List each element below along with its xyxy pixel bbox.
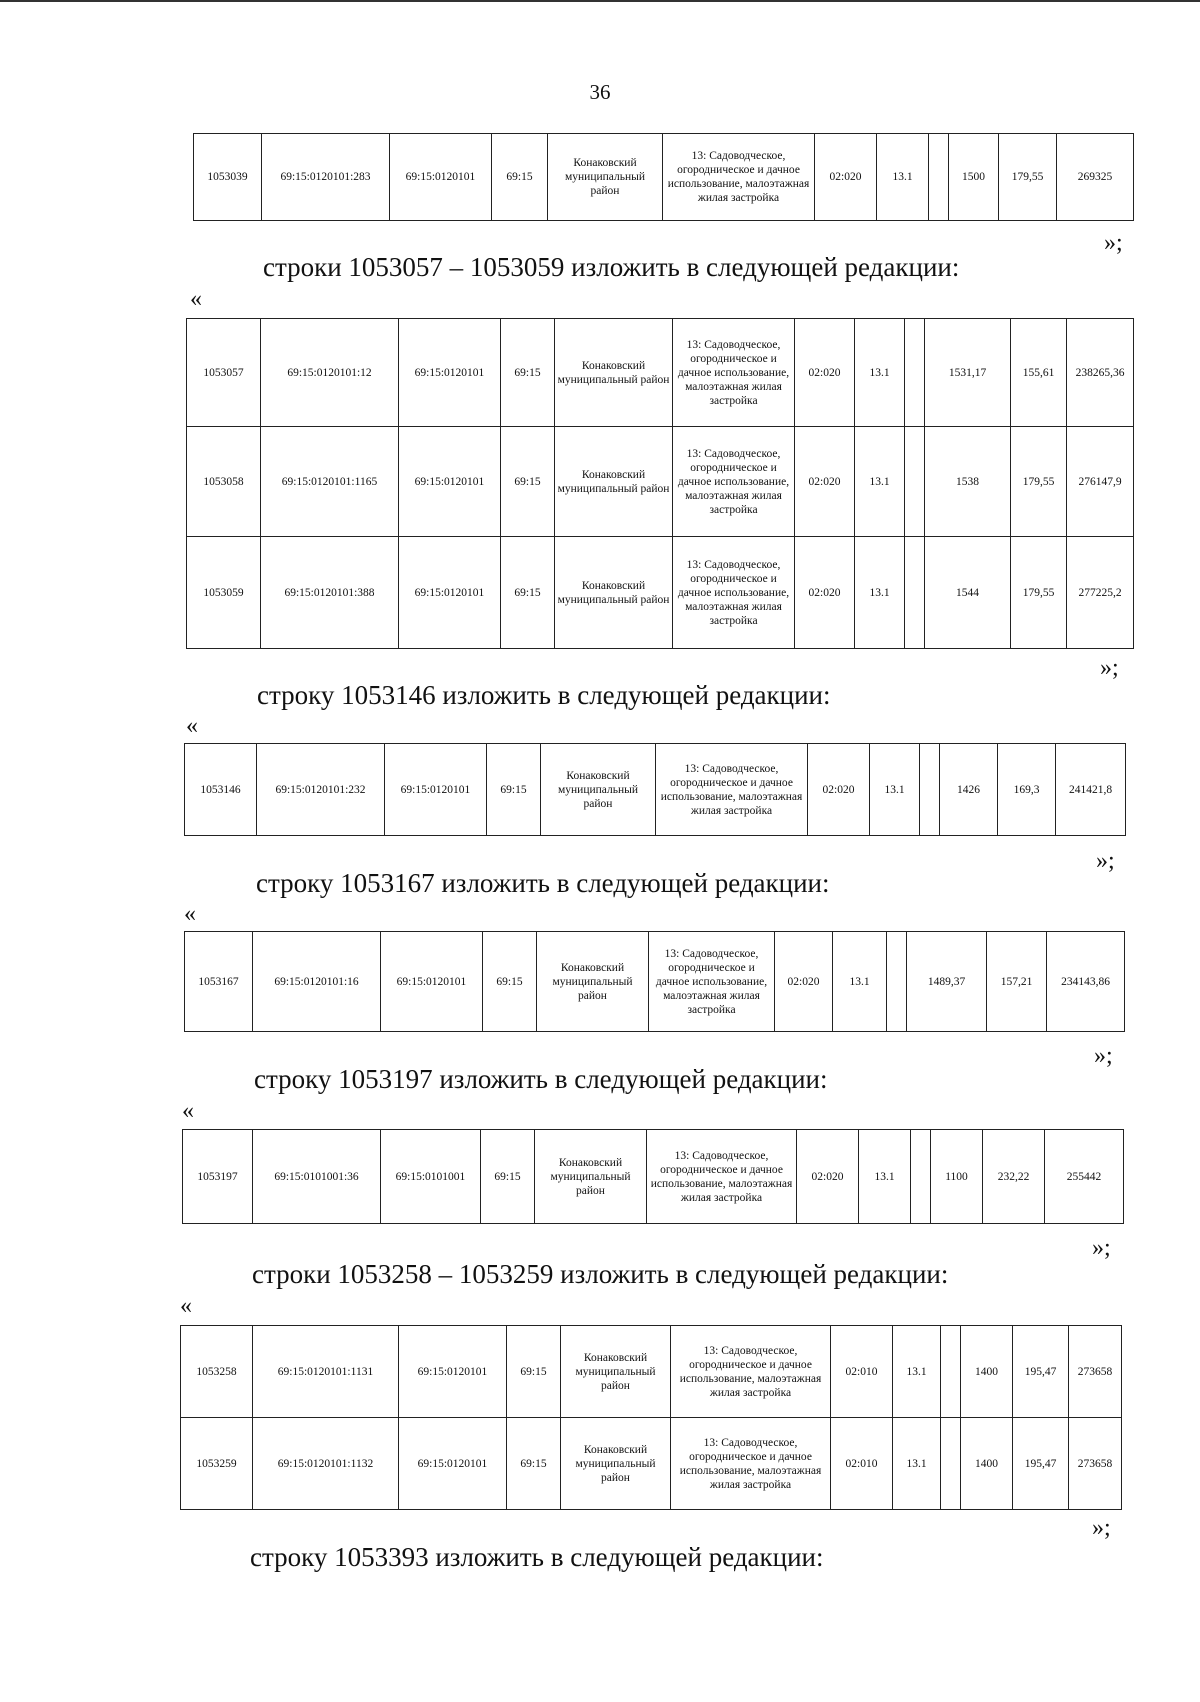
cell-id: 1053146	[185, 744, 257, 836]
cell-area: 1489,37	[907, 932, 987, 1032]
section-heading: строку 1053197 изложить в следующей редакции:	[254, 1064, 828, 1094]
cell-district: Конаковский муниципальный район	[555, 427, 673, 537]
cell-cadastral: 69:15:0120101:283	[262, 134, 390, 221]
cell-blank	[905, 537, 925, 649]
section-heading: строку 1053393 изложить в следующей редакции:	[250, 1542, 824, 1572]
cell-district: Конаковский муниципальный район	[561, 1326, 671, 1418]
cell-zone: 02:020	[795, 427, 855, 537]
open-quote: «	[180, 1293, 192, 1319]
cell-quarter: 69:15:0120101	[399, 1326, 507, 1418]
cell-value: 276147,9	[1067, 427, 1134, 537]
cell-id: 1053057	[187, 319, 261, 427]
cell-rate: 155,61	[1011, 319, 1067, 427]
cell-quarter: 69:15:0120101	[381, 932, 483, 1032]
cell-blank	[941, 1326, 961, 1418]
cell-value: 277225,2	[1067, 537, 1134, 649]
cell-group: 13.1	[855, 319, 905, 427]
cell-id: 1053259	[181, 1418, 253, 1510]
cell-zone: 02:020	[815, 134, 877, 221]
table-section-5	[180, 1325, 1122, 1510]
cell-rate: 157,21	[987, 932, 1047, 1032]
cell-use: 13: Садоводческое, огородническое и дачное использование, малоэтажная жилая застройка	[673, 537, 795, 649]
section-heading: строки 1053258 – 1053259 изложить в следующей редакции:	[252, 1259, 949, 1289]
cell-rate: 179,55	[1011, 537, 1067, 649]
cell-use: 13: Садоводческое, огородническое и дачное использование, малоэтажная жилая застройка	[673, 427, 795, 537]
cell-district-code: 69:15	[501, 537, 555, 649]
cell-district-code: 69:15	[492, 134, 548, 221]
cell-id: 1053059	[187, 537, 261, 649]
table-section-2	[184, 743, 1126, 836]
cell-area: 1544	[925, 537, 1011, 649]
cell-cadastral: 69:15:0120101:388	[261, 537, 399, 649]
cell-group: 13.1	[877, 134, 929, 221]
close-quote: »;	[1092, 1235, 1111, 1261]
cell-rate: 179,55	[1011, 427, 1067, 537]
cell-quarter: 69:15:0120101	[385, 744, 487, 836]
cell-district: Конаковский муниципальный район	[537, 932, 649, 1032]
cell-zone: 02:020	[808, 744, 870, 836]
cell-value: 273658	[1069, 1418, 1122, 1510]
cell-district: Конаковский муниципальный район	[535, 1130, 647, 1224]
open-quote: «	[186, 713, 198, 739]
cell-use: 13: Садоводческое, огородническое и дачное использование, малоэтажная жилая застройка	[673, 319, 795, 427]
cell-group: 13.1	[893, 1326, 941, 1418]
page-top-edge	[0, 0, 1200, 2]
cell-blank	[911, 1130, 931, 1224]
close-quote: »;	[1104, 230, 1123, 256]
table-row	[187, 319, 1134, 427]
table-section-0	[193, 133, 1134, 221]
cell-blank	[920, 744, 940, 836]
cell-group: 13.1	[855, 427, 905, 537]
close-quote: »;	[1094, 1043, 1113, 1069]
cell-district: Конаковский муниципальный район	[555, 319, 673, 427]
cell-zone: 02:010	[831, 1418, 893, 1510]
cell-value: 269325	[1057, 134, 1134, 221]
cell-district-code: 69:15	[507, 1418, 561, 1510]
cell-id: 1053167	[185, 932, 253, 1032]
table-row	[181, 1326, 1122, 1418]
cell-zone: 02:020	[775, 932, 833, 1032]
cell-blank	[887, 932, 907, 1032]
cell-area: 1531,17	[925, 319, 1011, 427]
cell-district-code: 69:15	[487, 744, 541, 836]
table-section-3	[184, 931, 1125, 1032]
cell-cadastral: 69:15:0120101:232	[257, 744, 385, 836]
cell-district: Конаковский муниципальный район	[561, 1418, 671, 1510]
cell-blank	[941, 1418, 961, 1510]
cell-district-code: 69:15	[501, 427, 555, 537]
table-row	[185, 744, 1126, 836]
cell-group: 13.1	[833, 932, 887, 1032]
table-row	[183, 1130, 1124, 1224]
table-section-4	[182, 1129, 1124, 1224]
cell-district-code: 69:15	[501, 319, 555, 427]
cell-rate: 232,22	[983, 1130, 1045, 1224]
cell-rate: 195,47	[1013, 1418, 1069, 1510]
close-quote: »;	[1096, 848, 1115, 874]
cell-cadastral: 69:15:0120101:1132	[253, 1418, 399, 1510]
cell-area: 1100	[931, 1130, 983, 1224]
close-quote: »;	[1100, 655, 1119, 681]
cell-id: 1053058	[187, 427, 261, 537]
cell-use: 13: Садоводческое, огородническое и дачное использование, малоэтажная жилая застройка	[663, 134, 815, 221]
cell-use: 13: Садоводческое, огородническое и дачное использование, малоэтажная жилая застройка	[649, 932, 775, 1032]
table-row	[187, 537, 1134, 649]
cell-use: 13: Садоводческое, огородническое и дачное использование, малоэтажная жилая застройка	[671, 1418, 831, 1510]
cell-value: 238265,36	[1067, 319, 1134, 427]
cell-blank	[905, 427, 925, 537]
page-number: 36	[589, 80, 611, 104]
cell-rate: 179,55	[999, 134, 1057, 221]
cell-use: 13: Садоводческое, огородническое и дачное использование, малоэтажная жилая застройка	[671, 1326, 831, 1418]
cell-value: 234143,86	[1047, 932, 1125, 1032]
section-heading: строку 1053167 изложить в следующей редакции:	[256, 868, 830, 898]
cell-use: 13: Садоводческое, огородническое и дачное использование, малоэтажная жилая застройка	[656, 744, 808, 836]
cell-group: 13.1	[859, 1130, 911, 1224]
table-row	[185, 932, 1125, 1032]
cell-rate: 169,3	[998, 744, 1056, 836]
table-row	[187, 427, 1134, 537]
cell-district-code: 69:15	[507, 1326, 561, 1418]
cell-id: 1053258	[181, 1326, 253, 1418]
cell-group: 13.1	[855, 537, 905, 649]
table-row	[181, 1418, 1122, 1510]
cell-id: 1053197	[183, 1130, 253, 1224]
cell-district-code: 69:15	[483, 932, 537, 1032]
open-quote: «	[190, 286, 202, 312]
cell-quarter: 69:15:0120101	[399, 319, 501, 427]
cell-quarter: 69:15:0120101	[399, 1418, 507, 1510]
cell-blank	[929, 134, 949, 221]
cell-zone: 02:010	[831, 1326, 893, 1418]
cell-area: 1400	[961, 1326, 1013, 1418]
cell-quarter: 69:15:0101001	[381, 1130, 481, 1224]
cell-cadastral: 69:15:0120101:1131	[253, 1326, 399, 1418]
cell-area: 1538	[925, 427, 1011, 537]
cell-zone: 02:020	[795, 537, 855, 649]
cell-rate: 195,47	[1013, 1326, 1069, 1418]
cell-blank	[905, 319, 925, 427]
cell-value: 255442	[1045, 1130, 1124, 1224]
cell-district: Конаковский муниципальный район	[548, 134, 663, 221]
cell-district-code: 69:15	[481, 1130, 535, 1224]
cell-zone: 02:020	[795, 319, 855, 427]
open-quote: «	[182, 1098, 194, 1124]
section-heading: строку 1053146 изложить в следующей редакции:	[257, 680, 831, 710]
cell-cadastral: 69:15:0120101:12	[261, 319, 399, 427]
cell-use: 13: Садоводческое, огородническое и дачное использование, малоэтажная жилая застройка	[647, 1130, 797, 1224]
cell-zone: 02:020	[797, 1130, 859, 1224]
cell-value: 241421,8	[1056, 744, 1126, 836]
cell-district: Конаковский муниципальный район	[541, 744, 656, 836]
cell-group: 13.1	[870, 744, 920, 836]
table-row	[194, 134, 1134, 221]
cell-cadastral: 69:15:0101001:36	[253, 1130, 381, 1224]
cell-id: 1053039	[194, 134, 262, 221]
cell-area: 1400	[961, 1418, 1013, 1510]
cell-quarter: 69:15:0120101	[399, 537, 501, 649]
section-heading: строки 1053057 – 1053059 изложить в следующей редакции:	[263, 252, 960, 282]
cell-district: Конаковский муниципальный район	[555, 537, 673, 649]
open-quote: «	[184, 901, 196, 927]
table-section-1	[186, 318, 1134, 649]
cell-value: 273658	[1069, 1326, 1122, 1418]
cell-cadastral: 69:15:0120101:16	[253, 932, 381, 1032]
cell-quarter: 69:15:0120101	[399, 427, 501, 537]
cell-area: 1426	[940, 744, 998, 836]
cell-quarter: 69:15:0120101	[390, 134, 492, 221]
cell-group: 13.1	[893, 1418, 941, 1510]
cell-area: 1500	[949, 134, 999, 221]
close-quote: »;	[1092, 1515, 1111, 1541]
cell-cadastral: 69:15:0120101:1165	[261, 427, 399, 537]
